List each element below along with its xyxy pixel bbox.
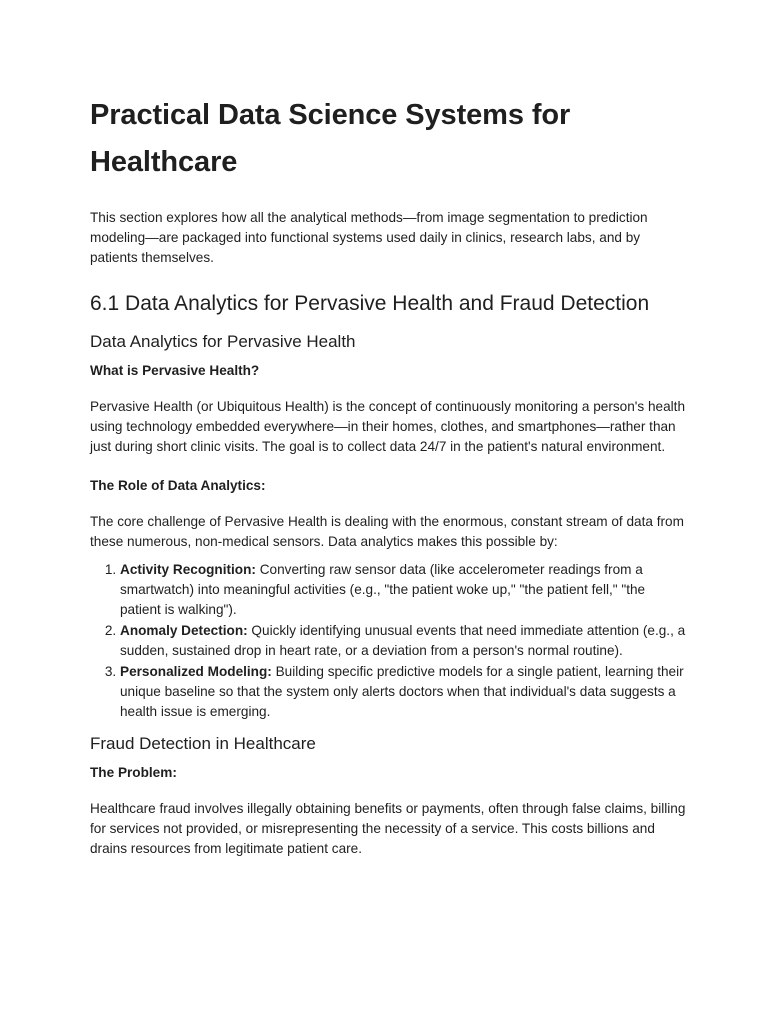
list-item-text: Converting raw sensor data (like accelerometer readings from a smartwatch) into meaningful activities (e.g., "the patient woke up," "the patient fell," "the patient is walking"). <box>120 562 646 617</box>
paragraph-role-of-data-analytics: The core challenge of Pervasive Health is dealing with the enormous, constant stream of data from these numerous, non-medical sensors. Data analytics makes this possible by: <box>90 514 684 549</box>
page-title: Practical Data Science Systems for Healthcare <box>90 99 571 178</box>
heading-the-problem: The Problem: <box>90 765 177 780</box>
list-item-text: Quickly identifying unusual events that need immediate attention (e.g., a sudden, sustained drop in heart rate, or a deviation from a person's normal routine). <box>120 623 686 658</box>
intro-paragraph: This section explores how all the analytical methods—from image segmentation to prediction modeling—are packaged into functional systems used daily in clinics, research labs, and by patients themselves. <box>90 210 648 265</box>
list-item <box>120 662 686 722</box>
section-heading-6-1: 6.1 Data Analytics for Pervasive Health and Fraud Detection <box>90 292 650 315</box>
list-item-term: Personalized Modeling: <box>120 664 272 679</box>
subsection-heading-fraud-detection: Fraud Detection in Healthcare <box>90 734 316 753</box>
paragraph-pervasive-health-definition: Pervasive Health (or Ubiquitous Health) is the concept of continuously monitoring a person's health using technology embedded everywhere—in their homes, clothes, and smartphones—rather than just during short clinic visits. The goal is to collect data 24/7 in the patient's natural environment. <box>90 399 685 454</box>
list-item <box>120 621 686 661</box>
paragraph-fraud-problem: Healthcare fraud involves illegally obtaining benefits or payments, often through false claims, billing for services not provided, or misrepresenting the necessity of a service. This costs billions and drains resources from legitimate patient care. <box>90 801 686 856</box>
list-item-term: Anomaly Detection: <box>120 623 248 638</box>
heading-role-of-data-analytics: The Role of Data Analytics: <box>90 478 266 493</box>
list-item-term: Activity Recognition: <box>120 562 256 577</box>
subsection-heading-pervasive-health: Data Analytics for Pervasive Health <box>90 332 356 351</box>
analytics-capabilities-list <box>90 560 686 722</box>
list-item <box>120 560 686 620</box>
heading-what-is-pervasive-health: What is Pervasive Health? <box>90 363 260 378</box>
list-item-text: Building specific predictive models for a single patient, learning their unique baseline so that the system only alerts doctors when that individual's data suggests a health issue is emerging. <box>120 664 684 719</box>
